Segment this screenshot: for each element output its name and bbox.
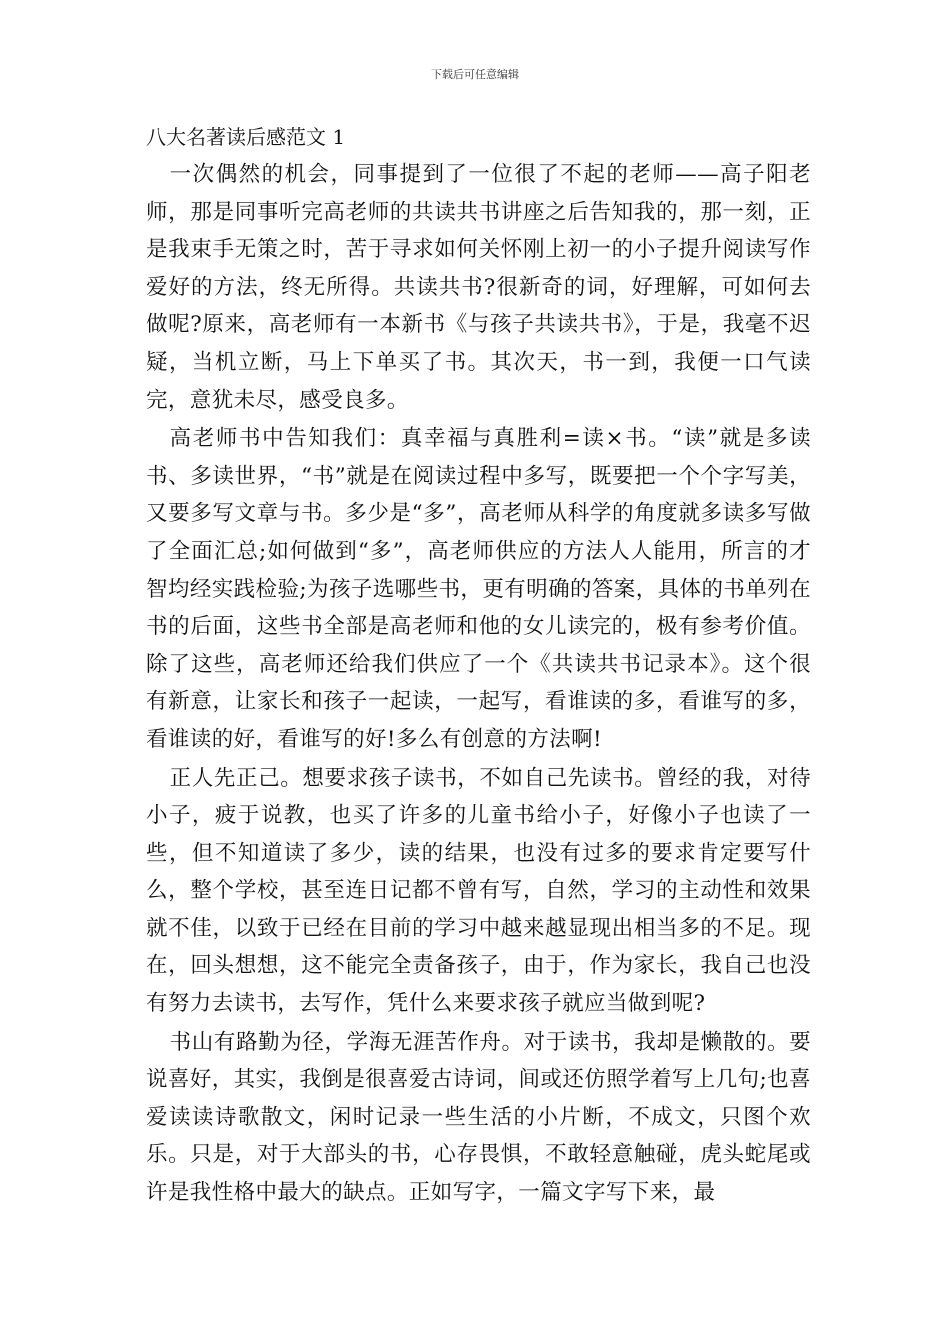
paragraph-4: 书山有路勤为径，学海无涯苦作舟。对于读书，我却是懒散的。要说喜好，其实，我倒是很喜爱古诗词，间或还仿照学着写上几句;也喜爱读读诗歌散文，闲时记录一些生活的小片断，不成文，只图个欢乐。只是，对于大部头的书，心存畏惧，不敢轻意触碰，虎头蛇尾或许是我性格中最大的缺点。正如写字，一篇文字写下来，最 (146, 1029, 811, 1206)
document-body (146, 118, 811, 1212)
document-title: 八大名著读后感范文 1 (146, 125, 346, 149)
page-header: 下载后可任意编辑 (431, 68, 519, 81)
paragraph-2: 高老师书中告知我们：真幸福与真胜利=读×书。“读”就是多读书、多读世界，“书”就是在阅读过程中多写，既要把一个个字写美，又要多写文章与书。多少是“多”，高老师从科学的角度就多读多写做了全面汇总;如何做到“多”，高老师供应的方法人人能用，所言的才智均经实践检验;为孩子选哪些书，更有明确的答案，具体的书单列在书的后面，这些书全部是高老师和他的女儿读完的，极有参考价值。除了这些，高老师还给我们供应了一个《共读共书记录本》。这个很有新意，让家长和孩子一起读，一起写，看谁读的多，看谁写的多，看谁读的好，看谁写的好!多么有创意的方法啊! (146, 426, 811, 752)
paragraph-1: 一次偶然的机会，同事提到了一位很了不起的老师——高子阳老师，那是同事听完高老师的共读共书讲座之后告知我的，那一刻，正是我束手无策之时，苦于寻求如何关怀刚上初一的小子提升阅读写作爱好的方法，终无所得。共读共书?很新奇的词，好理解，可如何去做呢?原来，高老师有一本新书《与孩子共读共书》，于是，我毫不迟疑，当机立断，马上下单买了书。其次天，书一到，我便一口气读完，意犹未尽，感受良多。 (146, 162, 811, 413)
paragraph-3: 正人先正己。想要求孩子读书，不如自己先读书。曾经的我，对待小子，疲于说教，也买了许多的儿童书给小子，好像小子也读了一些，但不知道读了多少，读的结果，也没有过多的要求肯定要写什么，整个学校，甚至连日记都不曾有写，自然，学习的主动性和效果就不佳，以致于已经在目前的学习中越来越显现出相当多的不足。现在，回头想想，这不能完全责备孩子，由于，作为家长，我自己也没有努力去读书，去写作，凭什么来要求孩子就应当做到呢? (146, 765, 811, 1017)
